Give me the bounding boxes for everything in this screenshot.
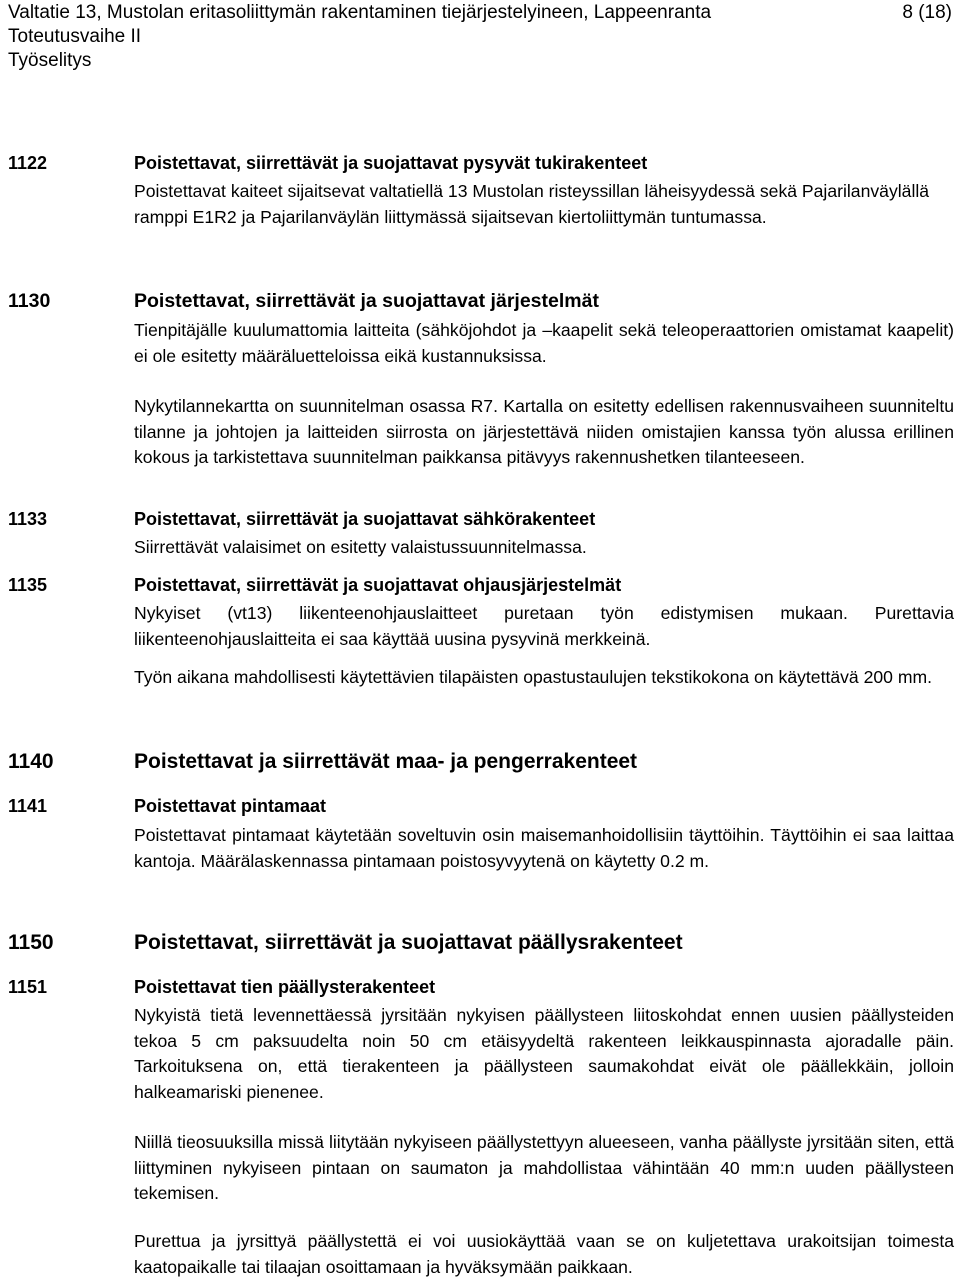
paragraph-1130-2: Nykytilannekartta on suunnitelman osassa R7. Kartalla on esitetty edellisen rakennusvaiheen suunniteltu tilanne ja johtojen ja laitteiden siirrosta on järjestettävä niiden omistajien kanssa työn alussa erillinen kokous ja tarkistettava suunnitelman paikkansa pitävyys rakennushetken tilanteeseen. (134, 396, 954, 467)
section-title-1130: Poistettavat, siirrettävät ja suojattavat järjestelmät (134, 290, 599, 312)
section-title-1135: Poistettavat, siirrettävät ja suojattavat ohjausjärjestelmät (134, 575, 622, 595)
section-title-1133: Poistettavat, siirrettävät ja suojattavat sähkörakenteet (134, 509, 596, 529)
paragraph-1135-1: Nykyiset (vt13) liikenteenohjauslaitteet puretaan työn edistymisen mukaan. Purettavia liikenteenohjauslaitteita ei saa käyttää uusina pysyvinä merkkeinä. (134, 603, 954, 649)
header-doc-type: Työselitys (8, 50, 92, 71)
section-number-1140: 1140 (8, 750, 54, 773)
paragraph-1151-2: Niillä tieosuuksilla missä liitytään nykyiseen päällystettyyn alueeseen, vanha päällyste jyrsitään siten, että liittyminen nykyiseen pintaan on saumaton ja mahdollistaa vähintään 40 mm:n uuden päällysteen tekemisen. (134, 1132, 954, 1203)
section-number-1130: 1130 (8, 290, 51, 312)
paragraph-1141-1: Poistettavat pintamaat käytetään soveltuvin osin maisemanhoidollisiin täyttöihin. Täyttöihin ei saa laittaa kantoja. Määrälaskennassa pintamaan poistosyvyytenä on käytetty 0.2 m. (134, 825, 954, 871)
paragraph-1151-1: Nykyistä tietä levennettäessä jyrsitään nykyisen päällysteen liitoskohdat ennen uusien päällysteiden tekoa 5 cm paksuudelta noin 50 cm etäisyydeltä rakenteen leikkauspinnasta ajoradalle päin. Tarkoituksena on, että tierakenteen ja päällysteen saumakohdat eivät ole päällekkäin, jolloin halkeamariski pienenee. (134, 1005, 954, 1102)
section-number-1141: 1141 (8, 796, 48, 816)
paragraph-1130-1: Tienpitäjälle kuulumattomia laitteita (sähköjohdot ja –kaapelit sekä teleoperaattorien omistamat kaapelit) ei ole esitetty määräluetteloissa eikä kustannuksissa. (134, 320, 954, 366)
section-title-1151: Poistettavat tien päällysterakenteet (134, 977, 436, 997)
section-title-1140: Poistettavat ja siirrettävät maa- ja pengerrakenteet (134, 750, 638, 773)
section-title-1141: Poistettavat pintamaat (134, 796, 327, 816)
page-number: 8 (18) (902, 2, 952, 23)
section-number-1150: 1150 (8, 931, 54, 954)
header-title: Valtatie 13, Mustolan eritasoliittymän rakentaminen tiejärjestelyineen, Lappeenranta (8, 2, 712, 23)
paragraph-1135-2: Työn aikana mahdollisesti käytettävien tilapäisten opastustaulujen tekstikokona on käytettävä 200 mm. (134, 667, 933, 687)
section-number-1133: 1133 (8, 509, 48, 529)
section-number-1151: 1151 (8, 977, 48, 997)
paragraph-1122-1: Poistettavat kaiteet sijaitsevat valtatiellä 13 Mustolan risteyssillan läheisyydessä sekä Pajarilanväylällä ramppi E1R2 ja Pajarilanväylän liittymässä sijaitsevan kiertoliittymän tuntumassa. (134, 181, 930, 227)
section-title-1150: Poistettavat, siirrettävät ja suojattavat päällysrakenteet (134, 931, 683, 954)
header-phase: Toteutusvaihe II (8, 26, 142, 47)
section-title-1122: Poistettavat, siirrettävät ja suojattavat pysyvät tukirakenteet (134, 153, 648, 173)
section-number-1135: 1135 (8, 575, 48, 595)
paragraph-1151-3: Purettua ja jyrsittyä päällystettä ei voi uusiokäyttää vaan se on kuljetettava urakoitsijan toimesta kaatopaikalle tai tilaajan osoittamaan ja hyväksymään paikkaan. (134, 1231, 954, 1277)
section-number-1122: 1122 (8, 153, 48, 173)
paragraph-1133-1: Siirrettävät valaisimet on esitetty valaistussuunnitelmassa. (134, 537, 587, 557)
